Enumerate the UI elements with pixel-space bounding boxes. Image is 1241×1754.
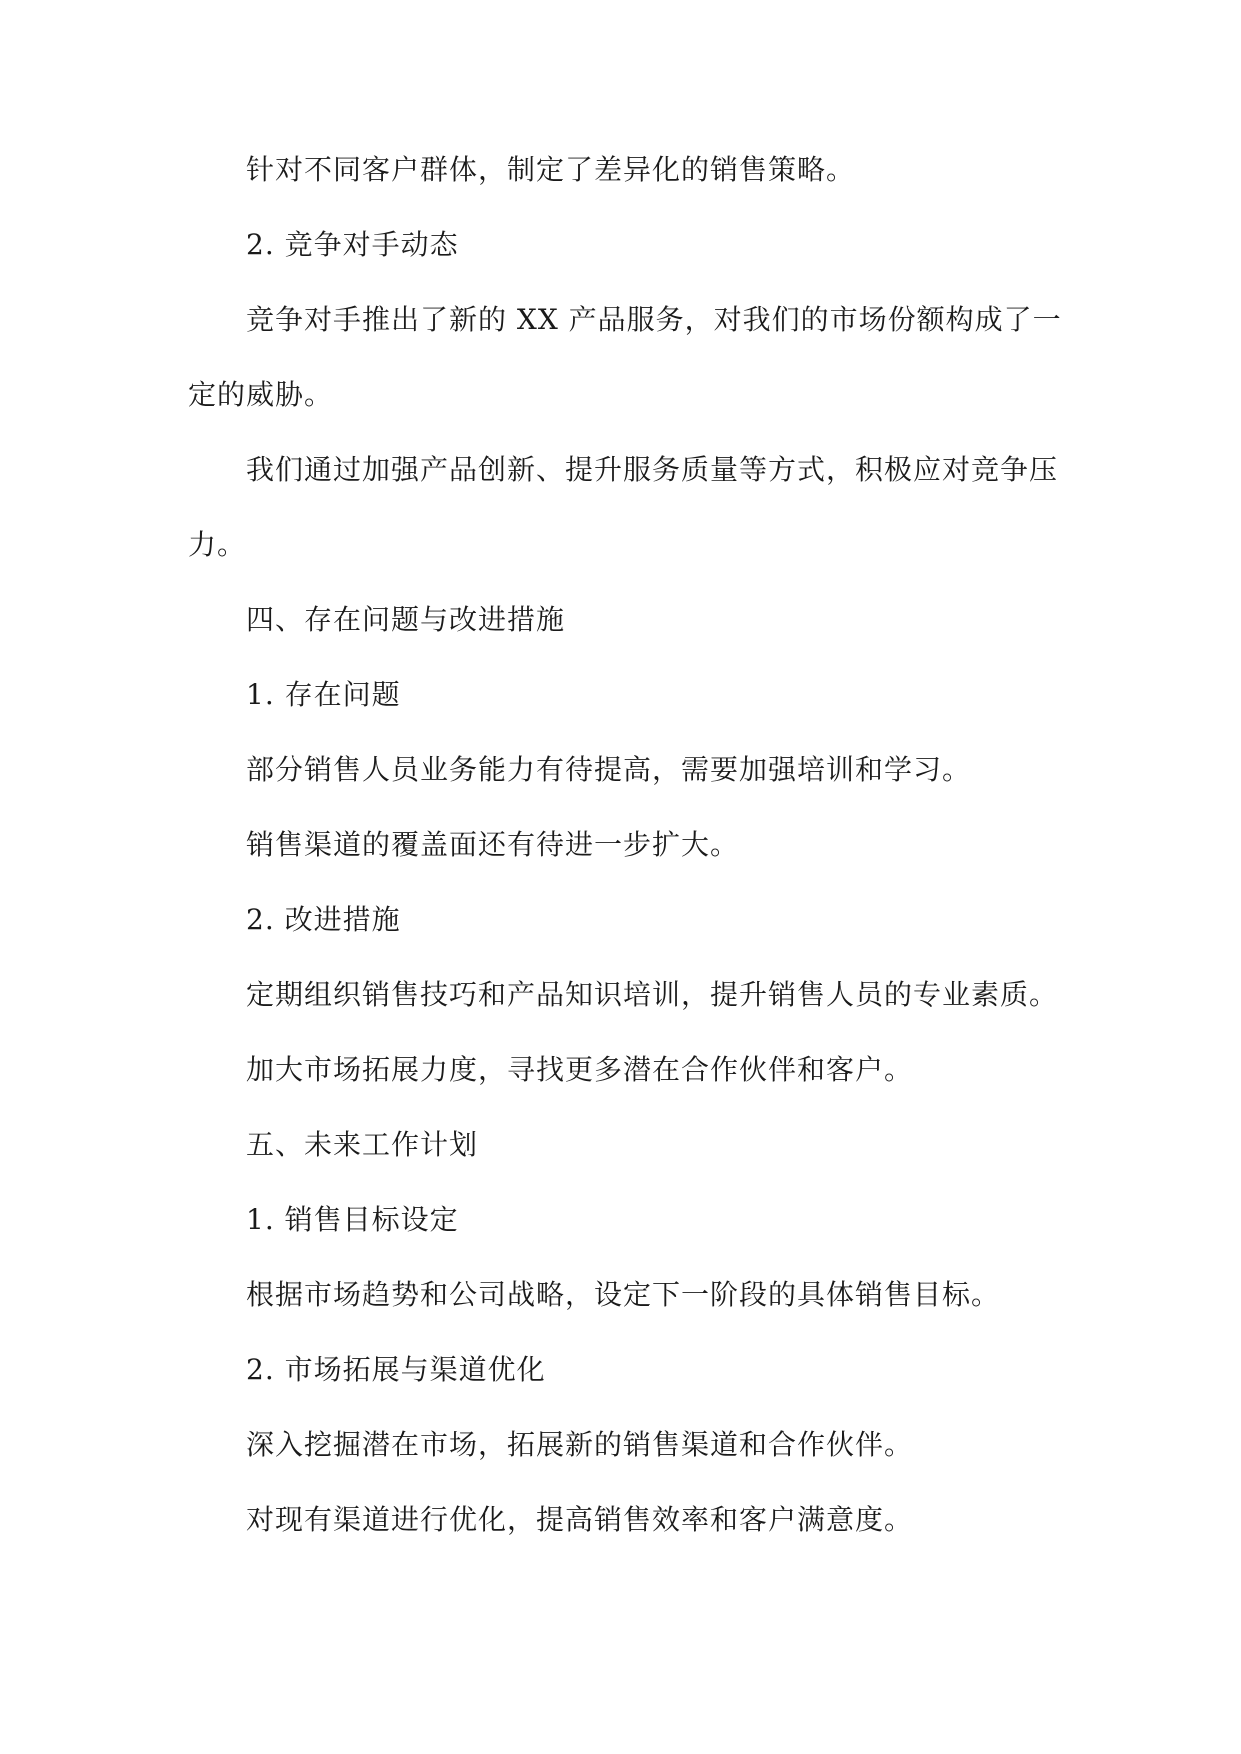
paragraph-line-continuation: 力。 — [188, 528, 247, 561]
paragraph-line: 加大市场拓展力度，寻找更多潜在合作伙伴和客户。 — [246, 1053, 914, 1086]
subheading-line: 2. 竞争对手动态 — [246, 228, 459, 261]
section-heading: 四、存在问题与改进措施 — [246, 603, 566, 636]
paragraph-line: 部分销售人员业务能力有待提高，需要加强培训和学习。 — [246, 753, 972, 786]
paragraph-line: 对现有渠道进行优化，提高销售效率和客户满意度。 — [246, 1503, 914, 1536]
paragraph-line: 定期组织销售技巧和产品知识培训，提升销售人员的专业素质。 — [246, 978, 1059, 1011]
section-heading: 五、未来工作计划 — [246, 1128, 479, 1161]
paragraph-line: 根据市场趋势和公司战略，设定下一阶段的具体销售目标。 — [246, 1278, 1001, 1311]
paragraph-line: 针对不同客户群体，制定了差异化的销售策略。 — [246, 153, 856, 186]
paragraph-line: 我们通过加强产品创新、提升服务质量等方式，积极应对竞争压 — [246, 453, 1059, 486]
subheading-line: 2. 市场拓展与渠道优化 — [246, 1353, 546, 1386]
paragraph-line: 深入挖掘潜在市场，拓展新的销售渠道和合作伙伴。 — [246, 1428, 914, 1461]
subheading-line: 1. 存在问题 — [246, 678, 401, 711]
subheading-line: 1. 销售目标设定 — [246, 1203, 459, 1236]
subheading-line: 2. 改进措施 — [246, 903, 401, 936]
paragraph-line-continuation: 定的威胁。 — [188, 378, 334, 411]
paragraph-line: 竞争对手推出了新的 XX 产品服务，对我们的市场份额构成了一 — [246, 303, 1062, 336]
paragraph-line: 销售渠道的覆盖面还有待进一步扩大。 — [246, 828, 740, 861]
